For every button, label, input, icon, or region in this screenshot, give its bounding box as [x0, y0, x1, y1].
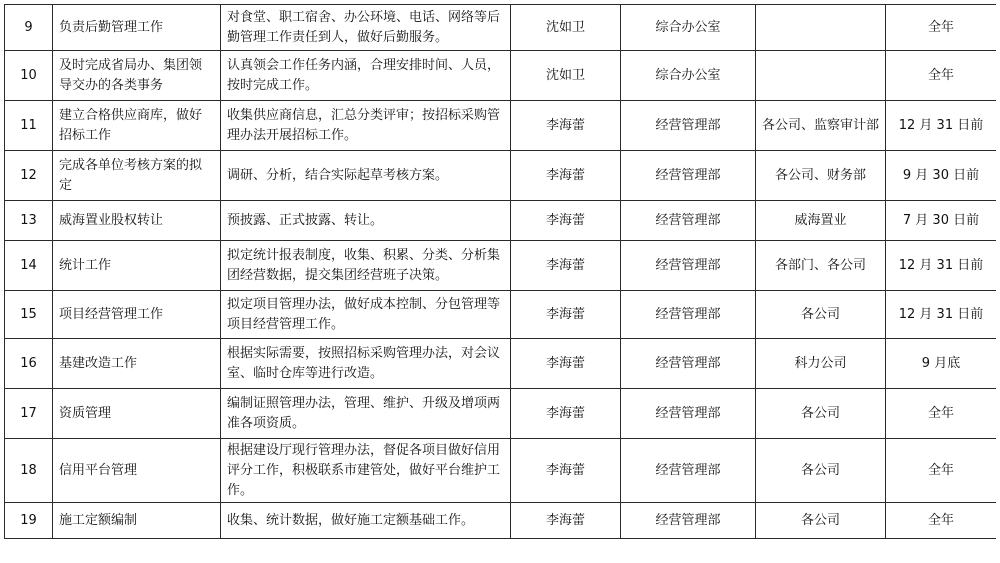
table-row: [5, 389, 997, 439]
row-number-cell: 9: [5, 5, 53, 51]
responsible-department-cell: 经营管理部: [621, 101, 756, 151]
task-table-body: [5, 5, 997, 539]
task-item-cell: 信用平台管理: [53, 439, 221, 503]
table-row: [5, 51, 997, 101]
responsible-department-cell: 经营管理部: [621, 503, 756, 539]
table-row: [5, 151, 997, 201]
task-content-cell: 认真领会工作任务内涵，合理安排时间、人员，按时完成工作。: [221, 51, 511, 101]
deadline-cell: 全年: [886, 503, 997, 539]
responsible-department-cell: 经营管理部: [621, 389, 756, 439]
task-content-cell: 拟定项目管理办法，做好成本控制、分包管理等项目经营管理工作。: [221, 291, 511, 339]
task-content-cell: 编制证照管理办法，管理、维护、升级及增项两准各项资质。: [221, 389, 511, 439]
deadline-cell: 全年: [886, 5, 997, 51]
task-content-cell: 预披露、正式披露、转让。: [221, 201, 511, 241]
cooperating-units-cell: 威海置业: [756, 201, 886, 241]
cooperating-units-cell: 各公司: [756, 291, 886, 339]
row-number-cell: 13: [5, 201, 53, 241]
task-item-cell: 统计工作: [53, 241, 221, 291]
task-item-cell: 威海置业股权转让: [53, 201, 221, 241]
task-item-cell: 基建改造工作: [53, 339, 221, 389]
row-number-cell: 12: [5, 151, 53, 201]
responsible-department-cell: 经营管理部: [621, 241, 756, 291]
deadline-cell: 12 月 31 日前: [886, 291, 997, 339]
responsible-department-cell: 经营管理部: [621, 291, 756, 339]
table-row: [5, 291, 997, 339]
responsible-person-cell: 李海蕾: [511, 503, 621, 539]
task-content-cell: 对食堂、职工宿舍、办公环境、电话、网络等后勤管理工作责任到人，做好后勤服务。: [221, 5, 511, 51]
row-number-cell: 15: [5, 291, 53, 339]
row-number-cell: 19: [5, 503, 53, 539]
cooperating-units-cell: 科力公司: [756, 339, 886, 389]
responsible-person-cell: 沈如卫: [511, 5, 621, 51]
cooperating-units-cell: [756, 51, 886, 101]
responsible-department-cell: 综合办公室: [621, 5, 756, 51]
responsible-person-cell: 李海蕾: [511, 101, 621, 151]
task-content-cell: 调研、分析，结合实际起草考核方案。: [221, 151, 511, 201]
task-table: [4, 4, 997, 539]
row-number-cell: 10: [5, 51, 53, 101]
responsible-department-cell: 综合办公室: [621, 51, 756, 101]
responsible-person-cell: 李海蕾: [511, 201, 621, 241]
cooperating-units-cell: 各公司: [756, 389, 886, 439]
responsible-person-cell: 李海蕾: [511, 389, 621, 439]
responsible-person-cell: 李海蕾: [511, 291, 621, 339]
task-item-cell: 资质管理: [53, 389, 221, 439]
task-item-cell: 项目经营管理工作: [53, 291, 221, 339]
responsible-person-cell: 李海蕾: [511, 241, 621, 291]
task-item-cell: 负责后勤管理工作: [53, 5, 221, 51]
table-row: [5, 201, 997, 241]
cooperating-units-cell: 各公司: [756, 503, 886, 539]
responsible-department-cell: 经营管理部: [621, 151, 756, 201]
task-content-cell: 根据实际需要，按照招标采购管理办法，对会议室、临时仓库等进行改造。: [221, 339, 511, 389]
cooperating-units-cell: 各公司: [756, 439, 886, 503]
task-content-cell: 收集供应商信息，汇总分类评审；按招标采购管理办法开展招标工作。: [221, 101, 511, 151]
task-item-cell: 完成各单位考核方案的拟定: [53, 151, 221, 201]
task-item-cell: 施工定额编制: [53, 503, 221, 539]
responsible-person-cell: 李海蕾: [511, 439, 621, 503]
responsible-person-cell: 沈如卫: [511, 51, 621, 101]
cooperating-units-cell: [756, 5, 886, 51]
task-content-cell: 拟定统计报表制度，收集、积累、分类、分析集团经营数据，提交集团经营班子决策。: [221, 241, 511, 291]
task-item-cell: 建立合格供应商库，做好招标工作: [53, 101, 221, 151]
deadline-cell: 7 月 30 日前: [886, 201, 997, 241]
task-content-cell: 收集、统计数据，做好施工定额基础工作。: [221, 503, 511, 539]
responsible-person-cell: 李海蕾: [511, 151, 621, 201]
deadline-cell: 9 月 30 日前: [886, 151, 997, 201]
row-number-cell: 14: [5, 241, 53, 291]
table-row: [5, 439, 997, 503]
deadline-cell: 全年: [886, 389, 997, 439]
deadline-cell: 12 月 31 日前: [886, 241, 997, 291]
responsible-department-cell: 经营管理部: [621, 439, 756, 503]
table-row: [5, 339, 997, 389]
responsible-department-cell: 经营管理部: [621, 339, 756, 389]
responsible-person-cell: 李海蕾: [511, 339, 621, 389]
table-row: [5, 503, 997, 539]
page-edge: [996, 0, 1000, 563]
task-item-cell: 及时完成省局办、集团领导交办的各类事务: [53, 51, 221, 101]
responsible-department-cell: 经营管理部: [621, 201, 756, 241]
cooperating-units-cell: 各公司、财务部: [756, 151, 886, 201]
table-row: [5, 101, 997, 151]
table-row: [5, 5, 997, 51]
table-row: [5, 241, 997, 291]
deadline-cell: 9 月底: [886, 339, 997, 389]
task-content-cell: 根据建设厅现行管理办法，督促各项目做好信用评分工作，积极联系市建管处，做好平台维护工作。: [221, 439, 511, 503]
row-number-cell: 17: [5, 389, 53, 439]
row-number-cell: 11: [5, 101, 53, 151]
row-number-cell: 16: [5, 339, 53, 389]
cooperating-units-cell: 各公司、监察审计部: [756, 101, 886, 151]
deadline-cell: 全年: [886, 439, 997, 503]
cooperating-units-cell: 各部门、各公司: [756, 241, 886, 291]
deadline-cell: 12 月 31 日前: [886, 101, 997, 151]
row-number-cell: 18: [5, 439, 53, 503]
deadline-cell: 全年: [886, 51, 997, 101]
